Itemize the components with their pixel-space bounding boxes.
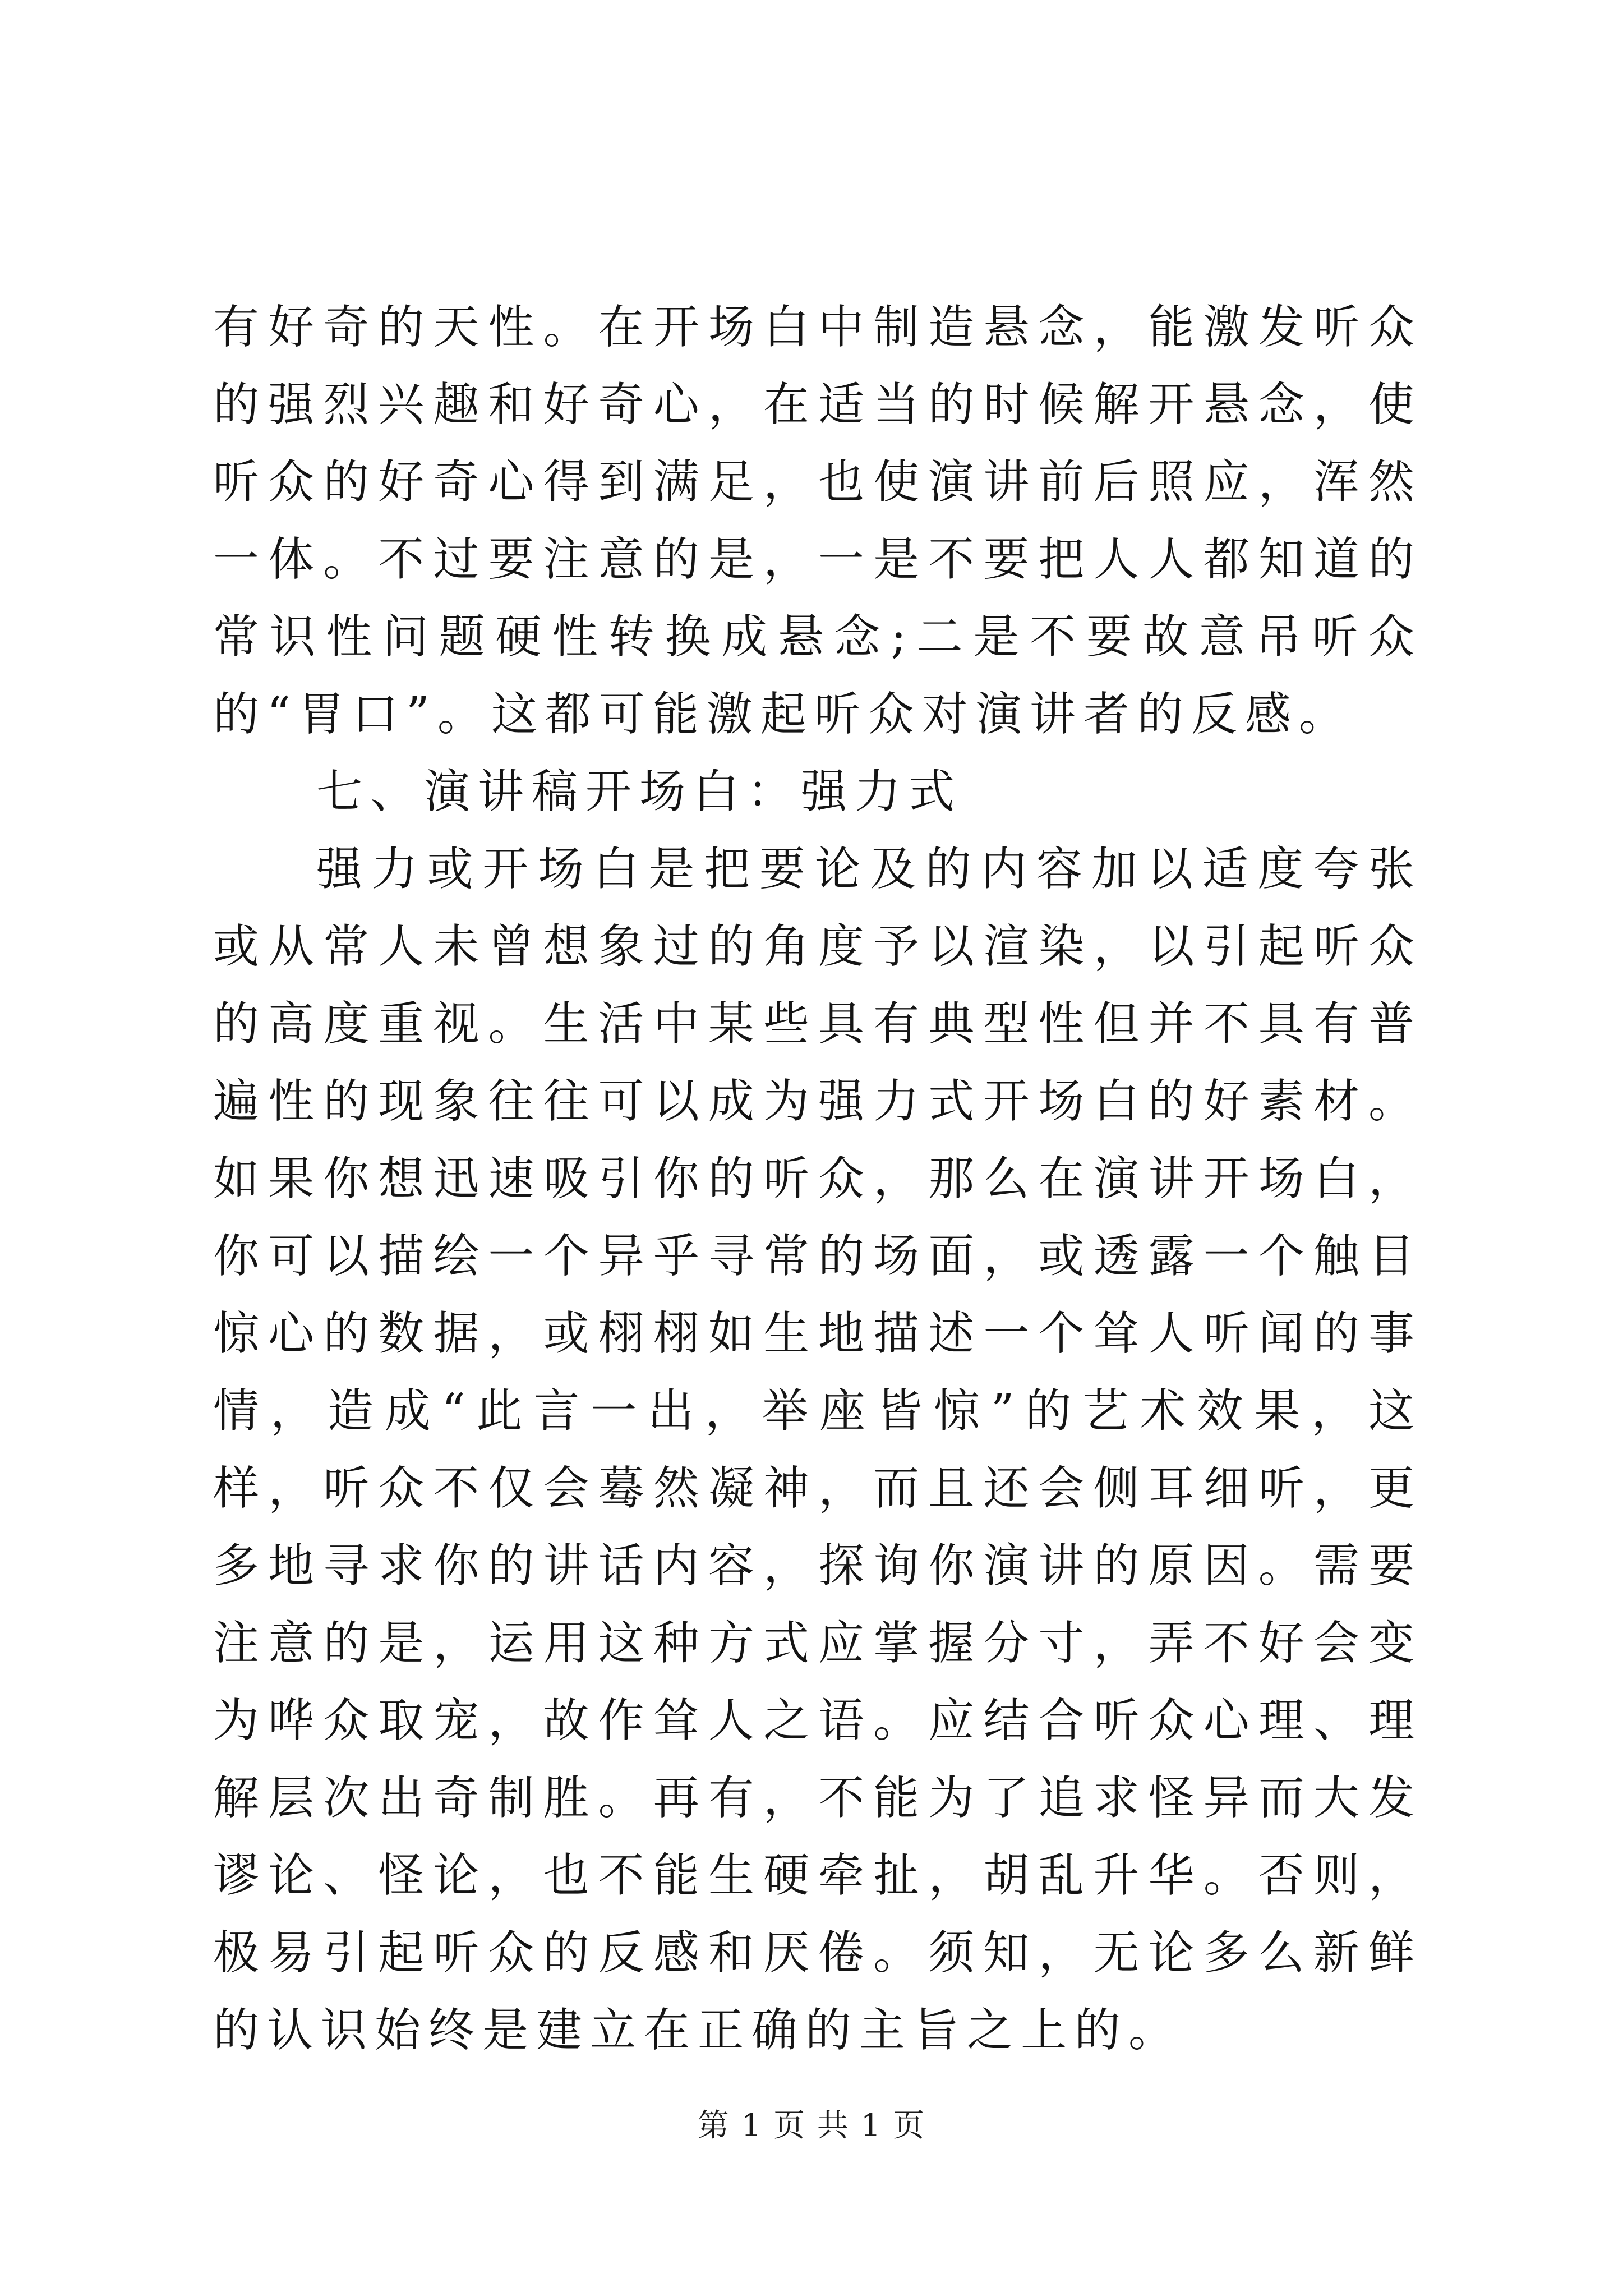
paragraph-continuation: 有好奇的天性。在开场白中制造悬念，能激发听众的强烈兴趣和好奇心，在适当的时候解开悬念，使听众的好奇心得到满足，也使演讲前后照应，浑然一体。不过要注意的是，一是不要把人人都知道的常识性问题硬性转换成悬念;二是不要故意吊听众的“胃口”。这都可能激起听众对演讲者的反感。 [213,301,1422,741]
paragraph-main: 强力或开场白是把要论及的内容加以适度夸张或从常人未曾想象过的角度予以渲染，以引起听众的高度重视。生活中某些具有典型性但并不具有普遍性的现象往往可以成为强力式开场白的好素材。如果你想迅速吸引你的听众，那么在演讲开场白，你可以描绘一个异乎寻常的场面，或透露一个触目惊心的数据，或栩栩如生地描述一个耸人听闻的事情，造成“此言一出，举座皆惊”的艺术效果，这样，听众不仅会蓦然凝神，而且还会侧耳细听，更多地寻求你的讲话内容，探询你演讲的原因。需要注意的是，运用这种方式应掌握分寸，弄不好会变为哗众取宠，故作耸人之语。应结合听众心理、理解层次出奇制胜。再有，不能为了追求怪异而大发谬论、怪论，也不能生硬牵扯，胡乱升华。否则，极易引起听众的反感和厌倦。须知，无论多么新鲜的认识始终是建立在正确的主旨之上的。 [213,843,1422,2057]
page-footer: 第 1 页 共 1 页 [697,2108,926,2144]
document-body [213,289,1422,2069]
section-heading: 七、演讲稿开场白：强力式 [316,765,963,818]
